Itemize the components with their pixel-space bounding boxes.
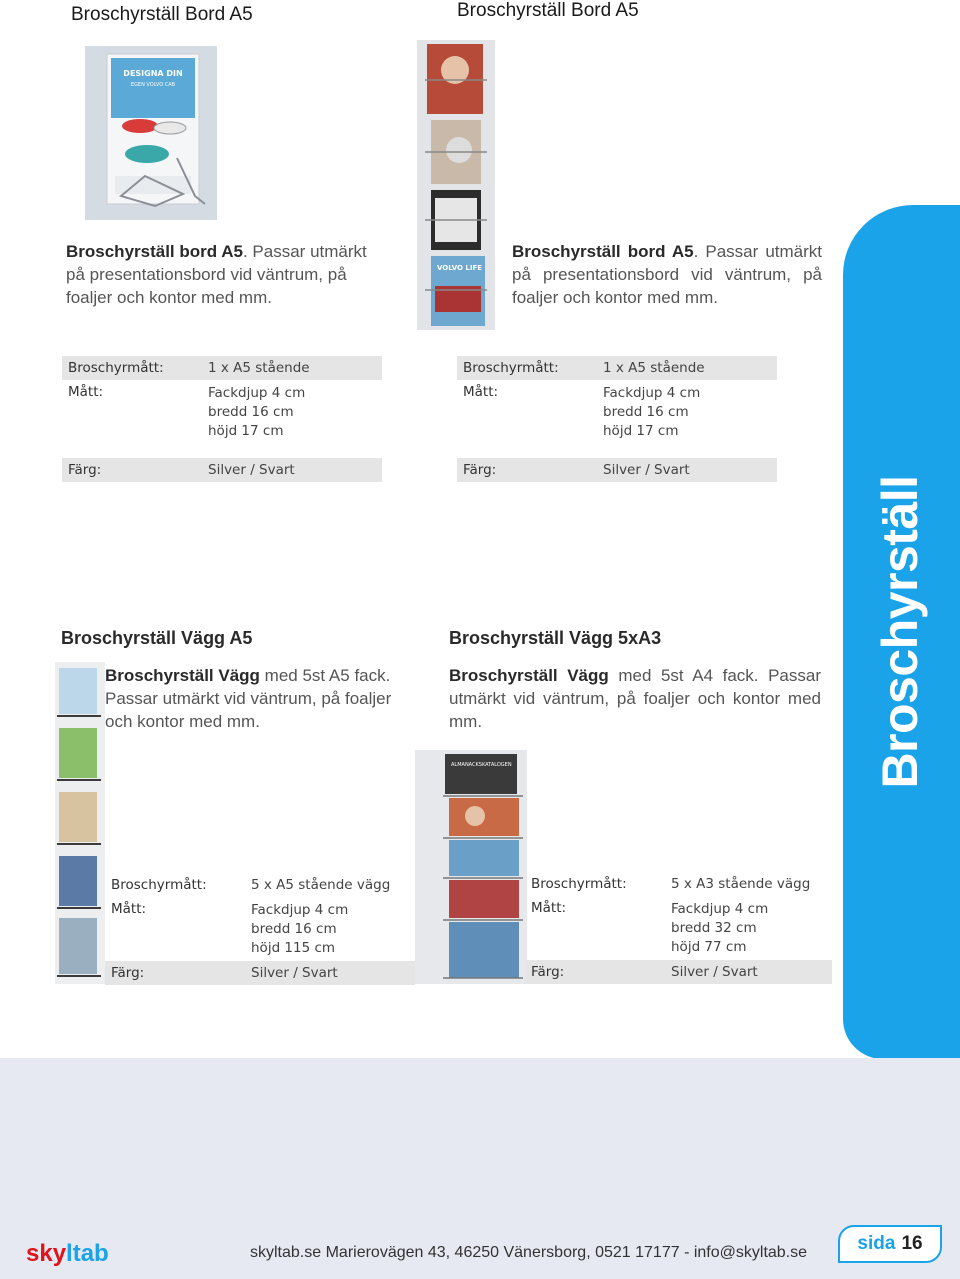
product-description: Broschyrställ bord A5. Passar utmärkt på presentationsbord vid väntrum, på foaljer och kontor med mm. xyxy=(512,242,822,307)
spec-row-size: Mått: Fackdjup 4 cm bredd 16 cm höjd 17 cm xyxy=(68,384,306,439)
product-description: Broschyrställ Vägg med 5st A4 fack. Passar utmärkt vid väntrum, på foaljer och kontor med mm. xyxy=(449,666,821,731)
poster-sub: EGEN VOLVO CAB xyxy=(130,82,176,88)
spec-table xyxy=(62,356,382,482)
product-title: Broschyrställ Bord A5 xyxy=(71,4,253,25)
spec-row-format: Broschyrmått: 5 x A5 stående vägg xyxy=(111,877,391,893)
spec-table xyxy=(105,873,415,985)
page-number-badge: sida 16 xyxy=(838,1225,942,1263)
spec-table xyxy=(457,356,777,482)
wall-stand-photo xyxy=(417,40,495,330)
product-title: Broschyrställ Vägg A5 xyxy=(61,628,253,648)
product-description: Broschyrställ Vägg med 5st A5 fack. Passar utmärkt vid väntrum, på foaljer och kontor med mm. xyxy=(105,666,392,731)
poster-headline: DESIGNA DIN xyxy=(123,69,183,78)
product-title: Broschyrställ Vägg 5xA3 xyxy=(449,628,662,648)
spec-row-color: Färg: Silver / Svart xyxy=(525,960,832,984)
wall-stand-a5-photo xyxy=(55,662,105,984)
almanac-label: ALMANACKSKATALOGEN xyxy=(451,762,512,768)
spec-row-color: Färg: Silver / Svart xyxy=(62,458,382,482)
spec-row-size: Mått: Fackdjup 4 cm bredd 32 cm höjd 77 cm xyxy=(531,900,769,955)
spec-row-size: Mått: Fackdjup 4 cm bredd 16 cm höjd 17 cm xyxy=(463,384,701,439)
spec-row-format: Broschyrmått: 5 x A3 stående vägg xyxy=(531,876,811,892)
spec-row-color: Färg: Silver / Svart xyxy=(105,961,415,985)
product-title: Broschyrställ Bord A5 xyxy=(457,0,639,21)
category-side-label: Broschyrställ xyxy=(872,475,928,789)
spec-row-format: Broschyrmått: 1 x A5 stående xyxy=(457,356,777,380)
spec-row-size: Mått: Fackdjup 4 cm bredd 16 cm höjd 115 cm xyxy=(111,901,349,956)
wall-stand-a3-photo xyxy=(415,750,527,984)
spec-table xyxy=(525,872,832,984)
magazine-label: VOLVO LIFE xyxy=(437,264,483,272)
company-logo: skyltab xyxy=(26,1240,109,1267)
product-description: Broschyrställ bord A5. Passar utmärkt på presentationsbord vid väntrum, på foaljer och kontor med mm. xyxy=(66,242,367,307)
spec-row-color: Färg: Silver / Svart xyxy=(457,458,777,482)
spec-row-format: Broschyrmått: 1 x A5 stående xyxy=(62,356,382,380)
table-stand-photo xyxy=(85,46,217,220)
footer-address: skyltab.se Marierovägen 43, 46250 Vänersborg, 0521 17177 - info@skyltab.se xyxy=(250,1244,808,1261)
